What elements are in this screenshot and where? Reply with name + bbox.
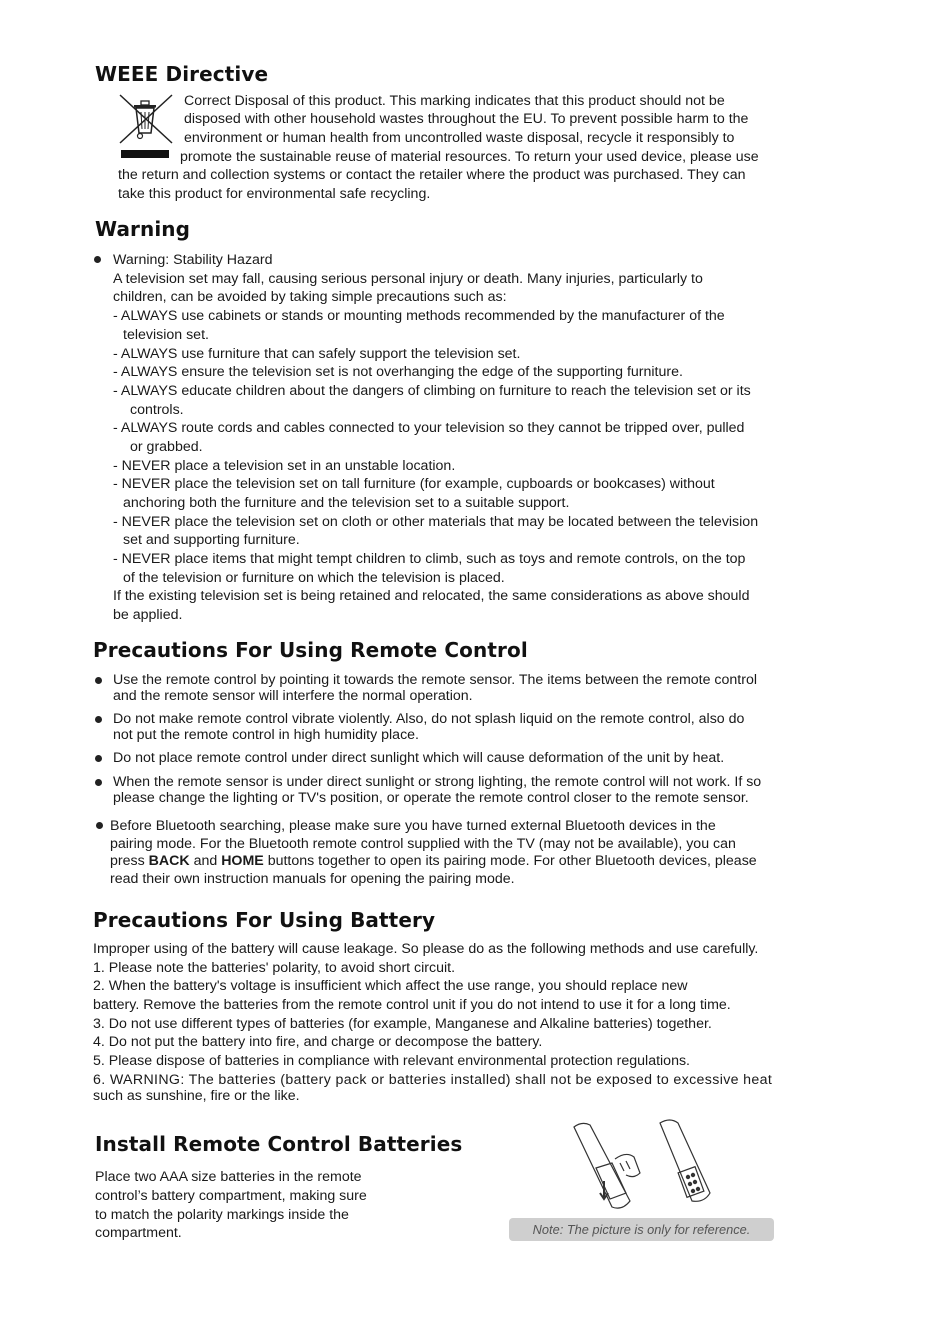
crossed-bin-icon [118, 93, 174, 145]
bullet-dot [95, 779, 102, 786]
battery-line: 1. Please note the batteries' polarity, to avoid short circuit. [93, 960, 456, 976]
text-segment: buttons together to open its pairing mode. For other Bluetooth devices, please [263, 853, 757, 869]
warning-line: controls. [130, 402, 184, 418]
battery-line: such as sunshine, fire or the like. [93, 1088, 300, 1104]
bullet-dot [95, 755, 102, 762]
remote-bullet-line: pairing mode. For the Bluetooth remote control supplied with the TV (may not be available), you can [110, 836, 736, 852]
warning-line: - ALWAYS route cords and cables connected to your television so they cannot be tripped over, pulled [113, 420, 745, 436]
remote-bullet-line: Do not place remote control under direct sunlight which will cause deformation of the unit by heat. [113, 750, 725, 766]
install-line: Place two AAA size batteries in the remote [95, 1169, 362, 1185]
install-line: compartment. [95, 1225, 182, 1241]
battery-line: battery. Remove the batteries from the remote control unit if you do not intend to use it for a long time. [93, 997, 731, 1013]
remote-bullet-line: not put the remote control in high humidity place. [113, 727, 419, 743]
text-segment: press [110, 853, 149, 869]
warning-line: anchoring both the furniture and the television set to a suitable support. [123, 495, 570, 511]
warning-line: - NEVER place the television set on tall furniture (for example, cupboards or bookcases) without [113, 476, 715, 492]
remote-bullet-line: read their own instruction manuals for opening the pairing mode. [110, 871, 515, 887]
bullet-dot [96, 822, 103, 829]
warning-line: of the television or furniture on which the television is placed. [123, 570, 505, 586]
back-key-label: BACK [148, 853, 190, 869]
warning-line: - ALWAYS use furniture that can safely support the television set. [113, 346, 521, 362]
warning-line: - ALWAYS ensure the television set is not overhanging the edge of the supporting furniture. [113, 364, 683, 380]
weee-bar [121, 150, 169, 158]
battery-line: 4. Do not put the battery into fire, and charge or decompose the battery. [93, 1034, 543, 1050]
remote-battery-illustration [560, 1113, 720, 1213]
battery-line: 5. Please dispose of batteries in compliance with relevant environmental protection regulations. [93, 1053, 690, 1069]
remote-bullet-line: Do not make remote control vibrate violently. Also, do not splash liquid on the remote control, also do [113, 711, 745, 727]
battery-title: Precautions For Using Battery [93, 908, 436, 932]
warning-line: Warning: Stability Hazard [113, 252, 273, 268]
weee-title: WEEE Directive [95, 62, 269, 86]
remote-bullet-line [110, 852, 757, 871]
remote-bullet-line: When the remote sensor is under direct sunlight or strong lighting, the remote control will not work. If so [113, 774, 762, 790]
reference-note: Note: The picture is only for reference. [509, 1218, 774, 1241]
battery-line: Improper using of the battery will cause leakage. So please do as the following methods and use carefully. [93, 941, 759, 957]
warning-line: - NEVER place items that might tempt children to climb, such as toys and remote controls, on the top [113, 551, 746, 567]
remote-title: Precautions For Using Remote Control [93, 638, 528, 662]
weee-line: take this product for environmental safe recycling. [118, 186, 431, 202]
weee-line: disposed with other household wastes throughout the EU. To prevent possible harm to the [184, 111, 749, 127]
bullet-dot [94, 256, 101, 263]
bullet-dot [95, 716, 102, 723]
weee-line: Correct Disposal of this product. This marking indicates that this product should not be [184, 93, 725, 109]
install-title: Install Remote Control Batteries [95, 1132, 463, 1156]
text-segment: and [189, 853, 222, 869]
warning-line: - ALWAYS educate children about the dangers of climbing on furniture to reach the television set or its [113, 383, 751, 399]
warning-line: set and supporting furniture. [123, 532, 300, 548]
battery-line: 6. WARNING: The batteries (battery pack or batteries installed) shall not be exposed to excessive heat [93, 1072, 773, 1088]
install-line: to match the polarity markings inside the [95, 1207, 349, 1223]
weee-line: environment or human health from uncontrolled waste disposal, recycle it responsibly to [184, 130, 735, 146]
warning-line: or grabbed. [130, 439, 203, 455]
remote-bullet-line: Use the remote control by pointing it towards the remote sensor. The items between the remote control [113, 672, 758, 688]
warning-line: be applied. [113, 607, 183, 623]
warning-line: - NEVER place the television set on cloth or other materials that may be located between the television [113, 514, 759, 530]
home-key-label: HOME [221, 853, 264, 869]
weee-line: promote the sustainable reuse of material resources. To return your used device, please use [180, 149, 759, 165]
battery-line: 3. Do not use different types of batteries (for example, Manganese and Alkaline batteries) together. [93, 1016, 712, 1032]
warning-line: children, can be avoided by taking simple precautions such as: [113, 289, 507, 305]
warning-line: television set. [123, 327, 209, 343]
warning-line: A television set may fall, causing serious personal injury or death. Many injuries, particularly to [113, 271, 703, 287]
battery-line: 2. When the battery's voltage is insufficient which affect the use range, you should replace new [93, 978, 688, 994]
remote-bullet-line: Before Bluetooth searching, please make sure you have turned external Bluetooth devices in the [110, 818, 716, 834]
install-line: control’s battery compartment, making sure [95, 1188, 367, 1204]
warning-line: If the existing television set is being retained and relocated, the same considerations as above should [113, 588, 750, 604]
bullet-dot [95, 677, 102, 684]
remote-bullet-line: please change the lighting or TV's position, or operate the remote control closer to the remote sensor. [113, 790, 749, 806]
warning-line: - ALWAYS use cabinets or stands or mounting methods recommended by the manufacturer of the [113, 308, 725, 324]
weee-line: the return and collection systems or contact the retailer where the product was purchased. They can [118, 167, 746, 183]
remote-bullet-line: and the remote sensor will interfere the normal operation. [113, 688, 473, 704]
warning-title: Warning [95, 217, 191, 241]
warning-line: - NEVER place a television set in an unstable location. [113, 458, 456, 474]
